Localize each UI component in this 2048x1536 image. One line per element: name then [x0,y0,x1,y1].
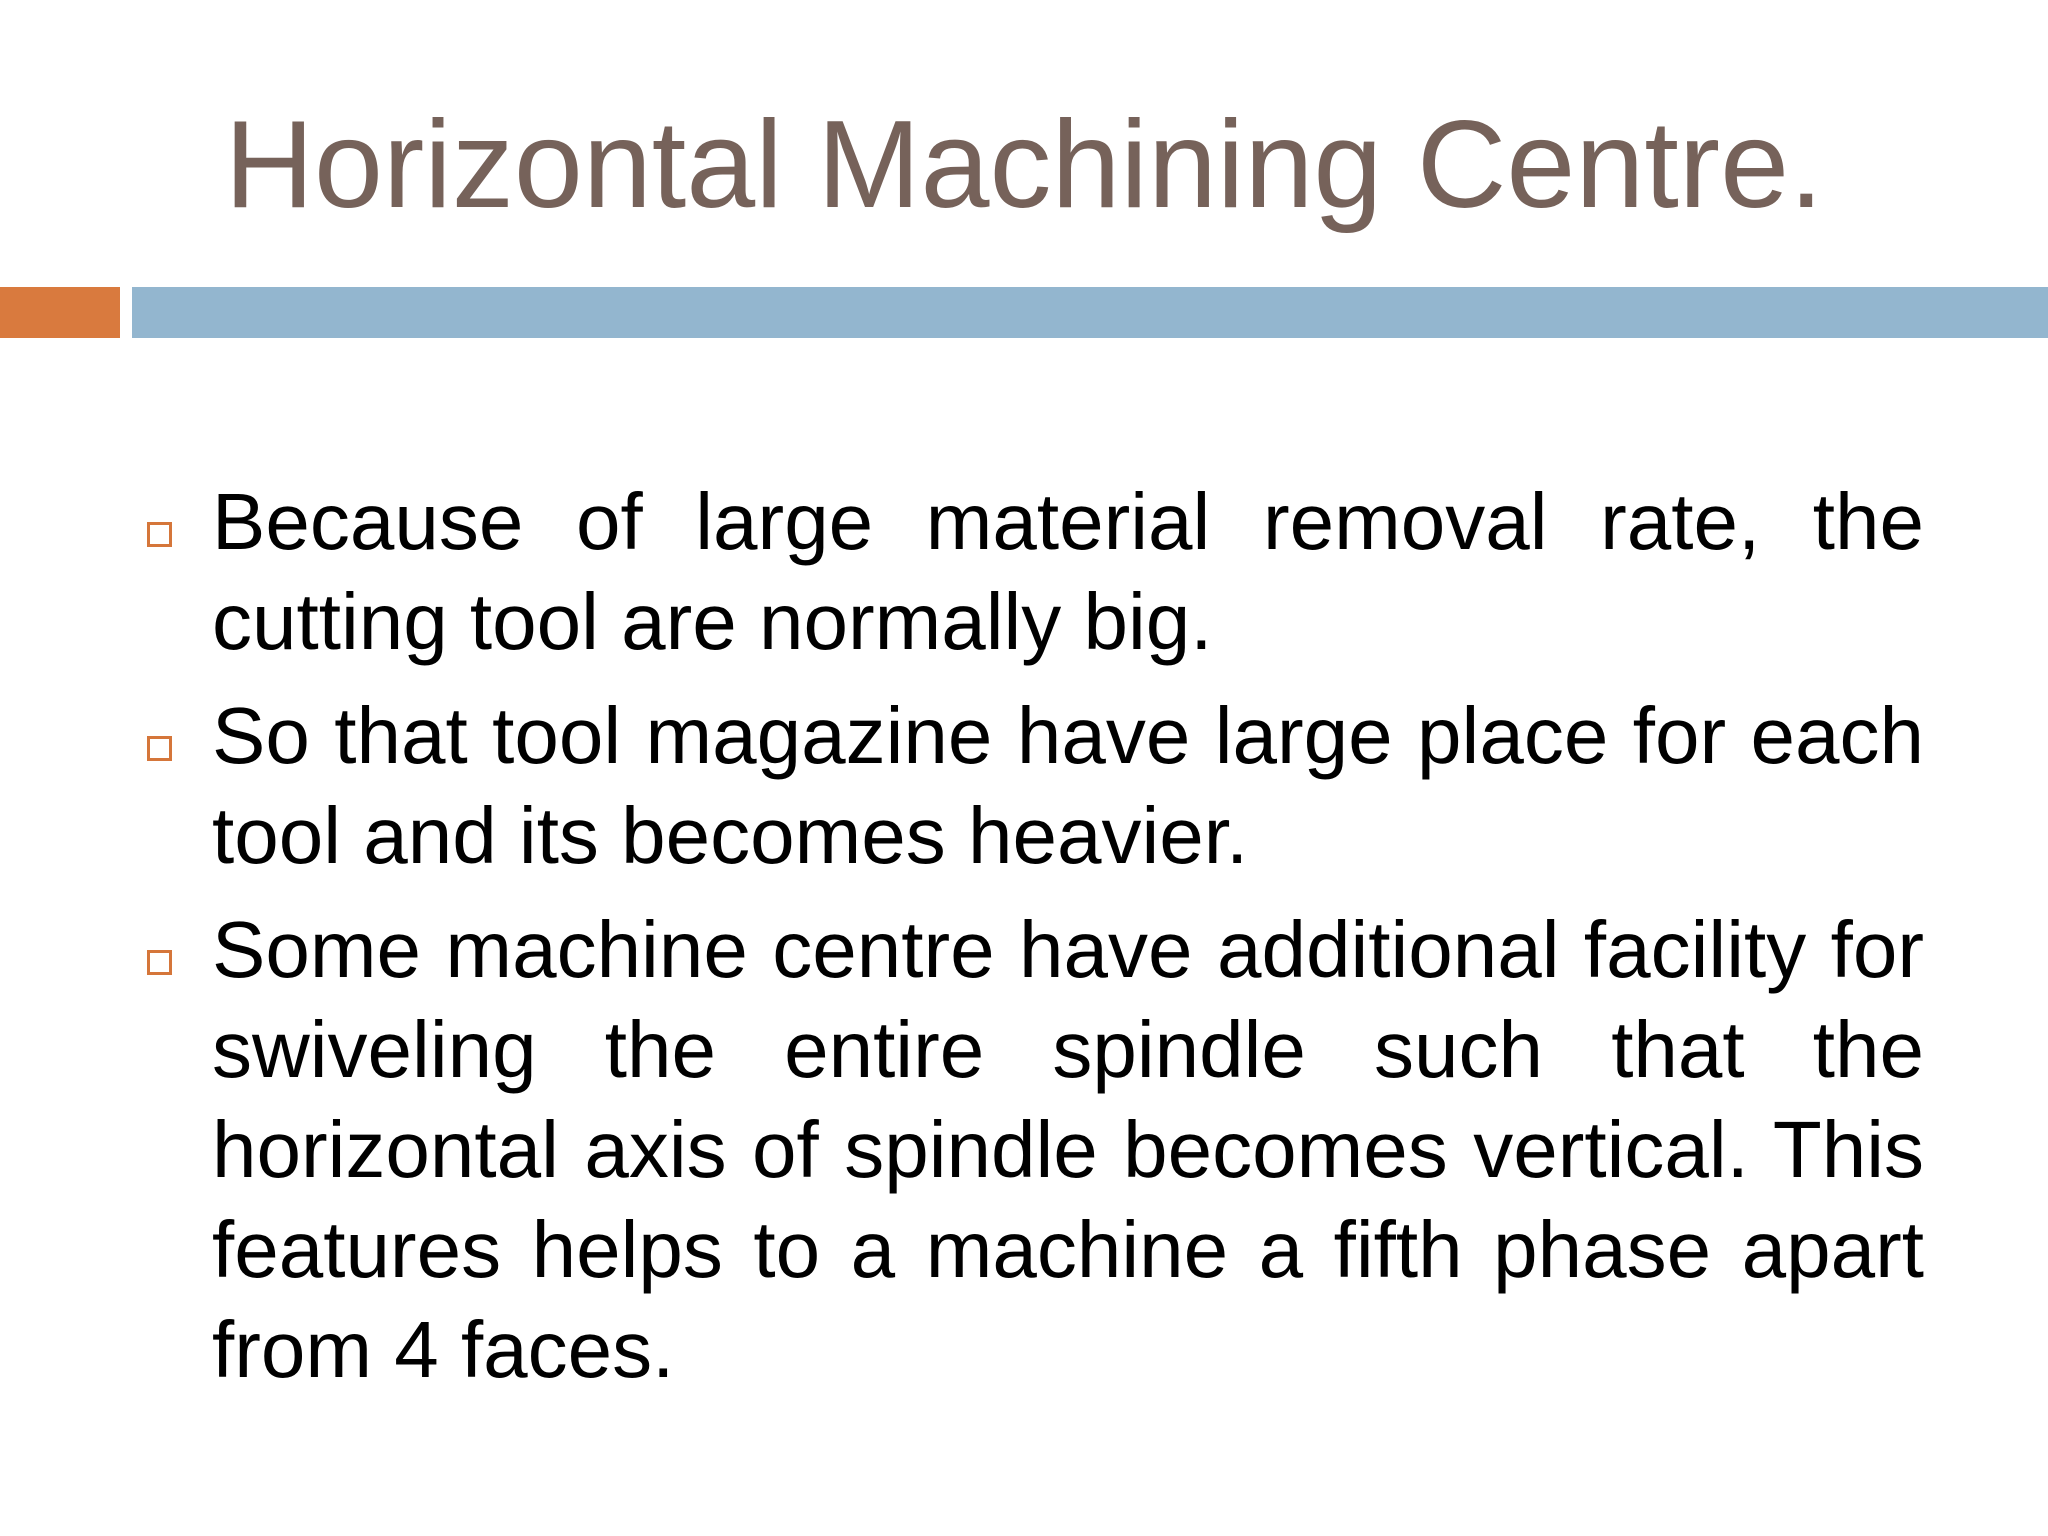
slide-title: Horizontal Machining Centre. [224,96,1824,234]
title-divider-accent [0,287,120,338]
bullet-text: Because of large material removal rate, the cutting tool are normally big. [212,477,1924,666]
bullet-list [0,472,2048,1414]
bullet-text: So that tool magazine have large place for each tool and its becomes heavier. [212,691,1924,880]
square-bullet-icon [147,522,172,547]
bullet-item [0,900,2048,1400]
title-divider-bar [132,287,2048,338]
bullet-text: Some machine centre have additional facility for swiveling the entire spindle such that the horizontal axis of spindle becomes vertical. This features helps to a machine a fifth phase apart from 4 faces. [212,905,1924,1394]
bullet-item [0,686,2048,886]
square-bullet-icon [147,736,172,761]
bullet-item [0,472,2048,672]
square-bullet-icon [147,950,172,975]
